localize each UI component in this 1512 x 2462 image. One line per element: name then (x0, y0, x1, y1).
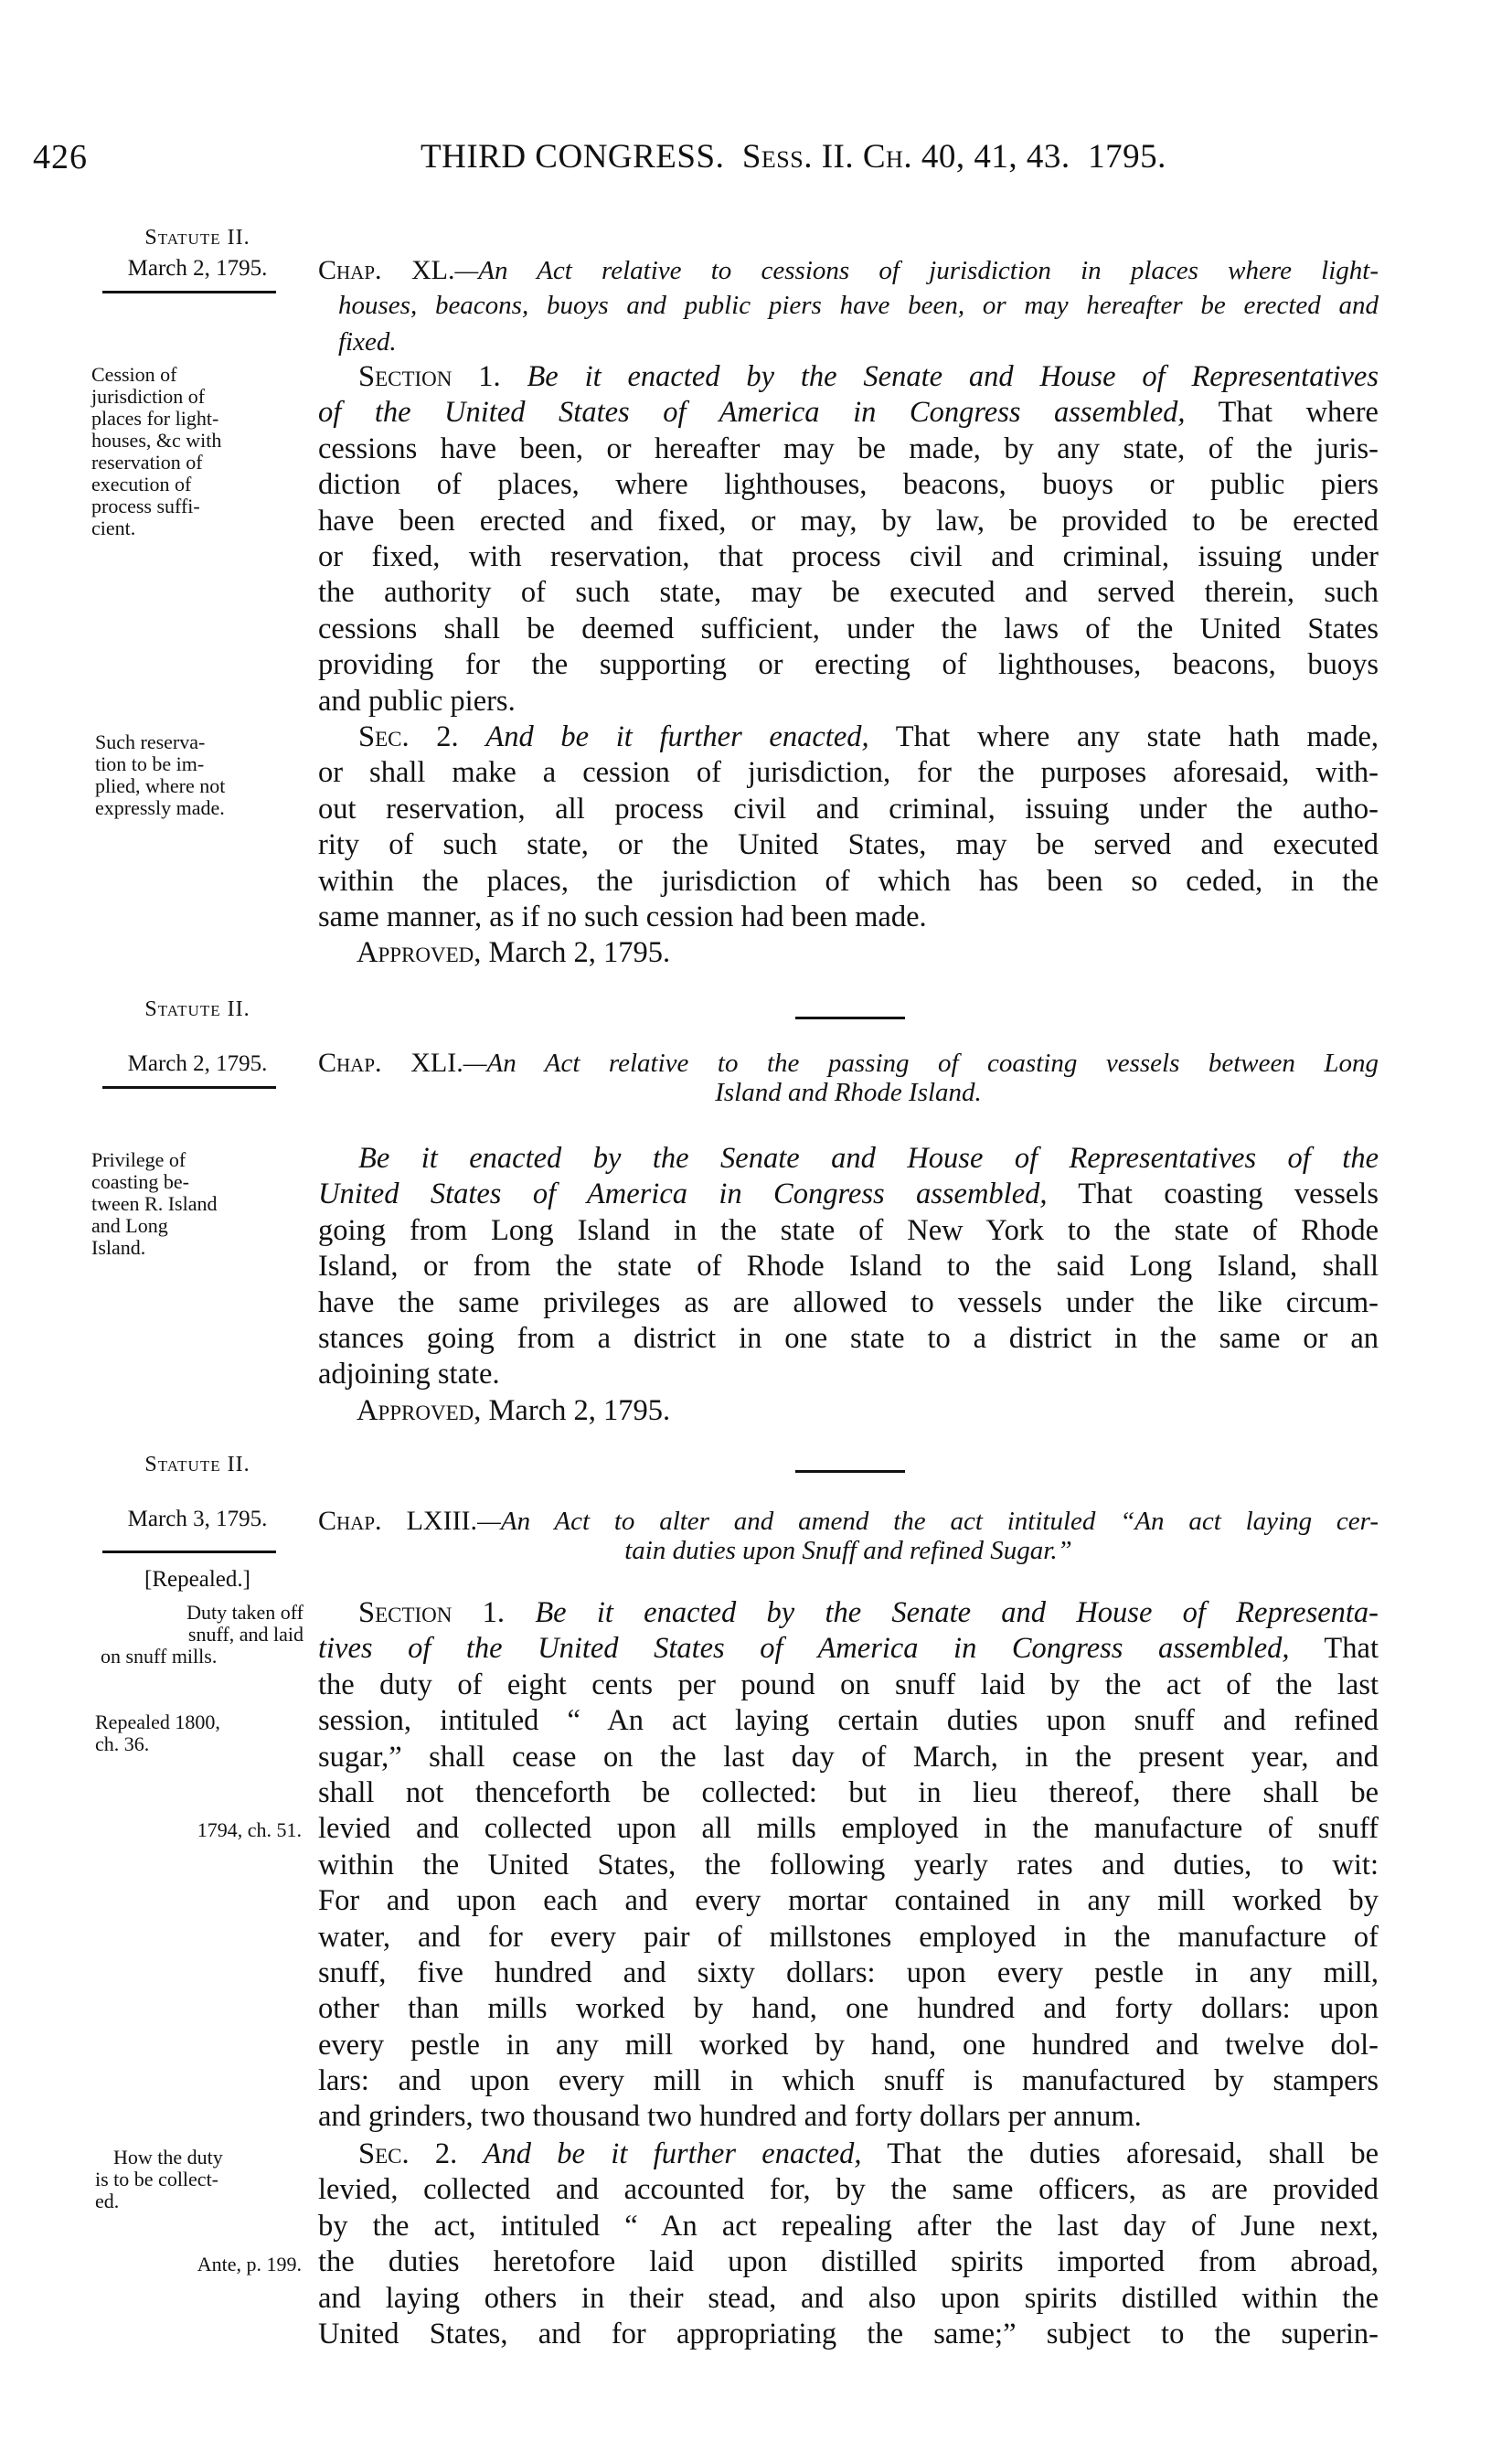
separator-rule (795, 1470, 905, 1473)
sidenote-duty-taken-off: Duty taken off snuff, and laid on snuff mills. (101, 1601, 303, 1668)
chapter-label: Chap. LXIII. (318, 1506, 478, 1536)
year-label: 1795. (1088, 138, 1166, 176)
sidenote-1794-ch-51: 1794, ch. 51. (197, 1818, 302, 1841)
date-rule (102, 1551, 276, 1553)
chapter-title: Chap. XL.—An Act relative to cessions of jurisdiction in places where light- houses, beacons, buoys and public piers have been, or may hereafter be erected and fixed. (318, 255, 1379, 357)
act-date: March 2, 1795. (127, 256, 268, 281)
section-label: Sec. 2. (358, 2137, 458, 2170)
chapter-label: Chap. XL. (318, 255, 455, 285)
session-label: Sess. II. (741, 138, 855, 176)
repealed-note: [Repealed.] (144, 1567, 250, 1592)
sidenote-how-collected: How the duty is to be collect- ed. (95, 2146, 223, 2212)
section-2-text: Sec. 2. And be it further enacted, That where any state hath made, or shall make a cession of jurisdiction, for the purposes aforesaid, with- out reservation, all process civil and criminal, issuing under the autho- rity of such state, or the United States, may be served and executed within the places, the jurisdiction of which has been so ceded, in the same manner, as if no such cession had been made. Approved, March 2, 1795. (318, 719, 1379, 972)
act-date: March 2, 1795. (127, 1051, 268, 1076)
chapter-label: Chap. XLI. (318, 1048, 463, 1078)
chapter-title: Chap. LXIII.—An Act to alter and amend the act intituled “An act laying cer- tain duties upon Snuff and refined Sugar.” (318, 1506, 1379, 1565)
date-rule (102, 1086, 276, 1089)
statute-label: Statute II. (144, 1453, 250, 1476)
sidenote-ante-p-199: Ante, p. 199. (197, 2253, 302, 2275)
sidenote-repealed-1800: Repealed 1800, ch. 36. (95, 1711, 220, 1755)
running-head-title (421, 137, 1166, 176)
sidenote-cession: Cession of jurisdiction of places for light- houses, &c with reservation of execution of process suffi- cient. (91, 363, 222, 539)
section-label: Sec. 2. (358, 720, 459, 753)
congress-label: THIRD CONGRESS. (421, 138, 725, 176)
section-2-text: Sec. 2. And be it further enacted, That the duties aforesaid, shall be levied, collected and accounted for, by the same officers, as are provided by the act, intituled “ An act repealing after the last day of June next, the duties heretofore laid upon distilled spirits imported from abroad, and laying others in their stead, and also upon spirits distilled within the United States, and for appropriating the same;” subject to the superin- (318, 2137, 1379, 2350)
statute-label: Statute II. (144, 997, 250, 1021)
act-2-text: Be it enacted by the Senate and House of Representatives of the United States of America in Congress assembled, That coasting vessels going from Long Island in the state of New York to the state of Rhode Island, or from the state of Rhode Island to the said Long Island, shall have the same privileges as are allowed to vessels under the like circum- stances going from a district in one state to a district in the same or an adjoining state. Approved, March 2, 1795. (318, 1141, 1379, 1429)
date-rule (102, 291, 276, 293)
section-1-text: Section 1. Be it enacted by the Senate and House of Representatives of the United States of America in Congress assembled, That where cessions have been, or hereafter may be made, by any state, of the juris- diction of places, where lighthouses, beacons, buoys or public piers have been erected and fixed, or may, by law, be provided to be erected or fixed, with reservation, that process civil and criminal, issuing under the authority of such state, may be executed and served therein, such cessions shall be deemed sufficient, under the laws of the United States providing for the supporting or erecting of lighthouses, beacons, buoys and public piers. (318, 360, 1379, 718)
approved-line: Approved, March 2, 1795. (357, 936, 671, 970)
sidenote-reservation: Such reserva- tion to be im- plied, where not expressly made. (95, 730, 226, 819)
statute-label: Statute II. (144, 226, 250, 250)
section-label: Section 1. (358, 360, 501, 393)
sidenote-privilege: Privilege of coasting be- tween R. Island and Long Island. (91, 1148, 218, 1259)
running-header (0, 137, 1512, 183)
separator-rule (795, 1017, 905, 1019)
page-number: 426 (33, 138, 88, 176)
act-date: March 3, 1795. (127, 1507, 268, 1531)
section-1-text: Section 1. Be it enacted by the Senate and House of Representa- tives of the United States of America in Congress assembled, That the duty of eight cents per pound on snuff laid by the act of the last session, intituled “ An act laying certain duties upon snuff and refined sugar,” shall cease on the last day of March, in the present year, and shall not thenceforth be collected: but in lieu thereof, there shall be levied and collected upon all mills employed in the manufacture of snuff within the United States, the following yearly rates and duties, to wit: For and upon each and every mortar contained in any mill worked by water, and for every pair of millstones employed in the manufacture of snuff, five hundred and sixty dollars: upon every pestle in any mill, other than mills worked by hand, one hundred and forty dollars: upon every pestle in any mill worked by hand, one hundred and twelve dol- lars: and upon every mill in which snuff is manufactured by stampers and grinders, two thousand two hundred and forty dollars per annum. (318, 1596, 1379, 2134)
chapters-label: Ch. 40, 41, 43. (862, 138, 1070, 176)
chapter-title: Chap. XLI.—An Act relative to the passing of coasting vessels between Long Island and Rhode Island. (318, 1048, 1379, 1107)
approved-line: Approved, March 2, 1795. (357, 1393, 671, 1427)
section-label: Section 1. (358, 1596, 506, 1629)
